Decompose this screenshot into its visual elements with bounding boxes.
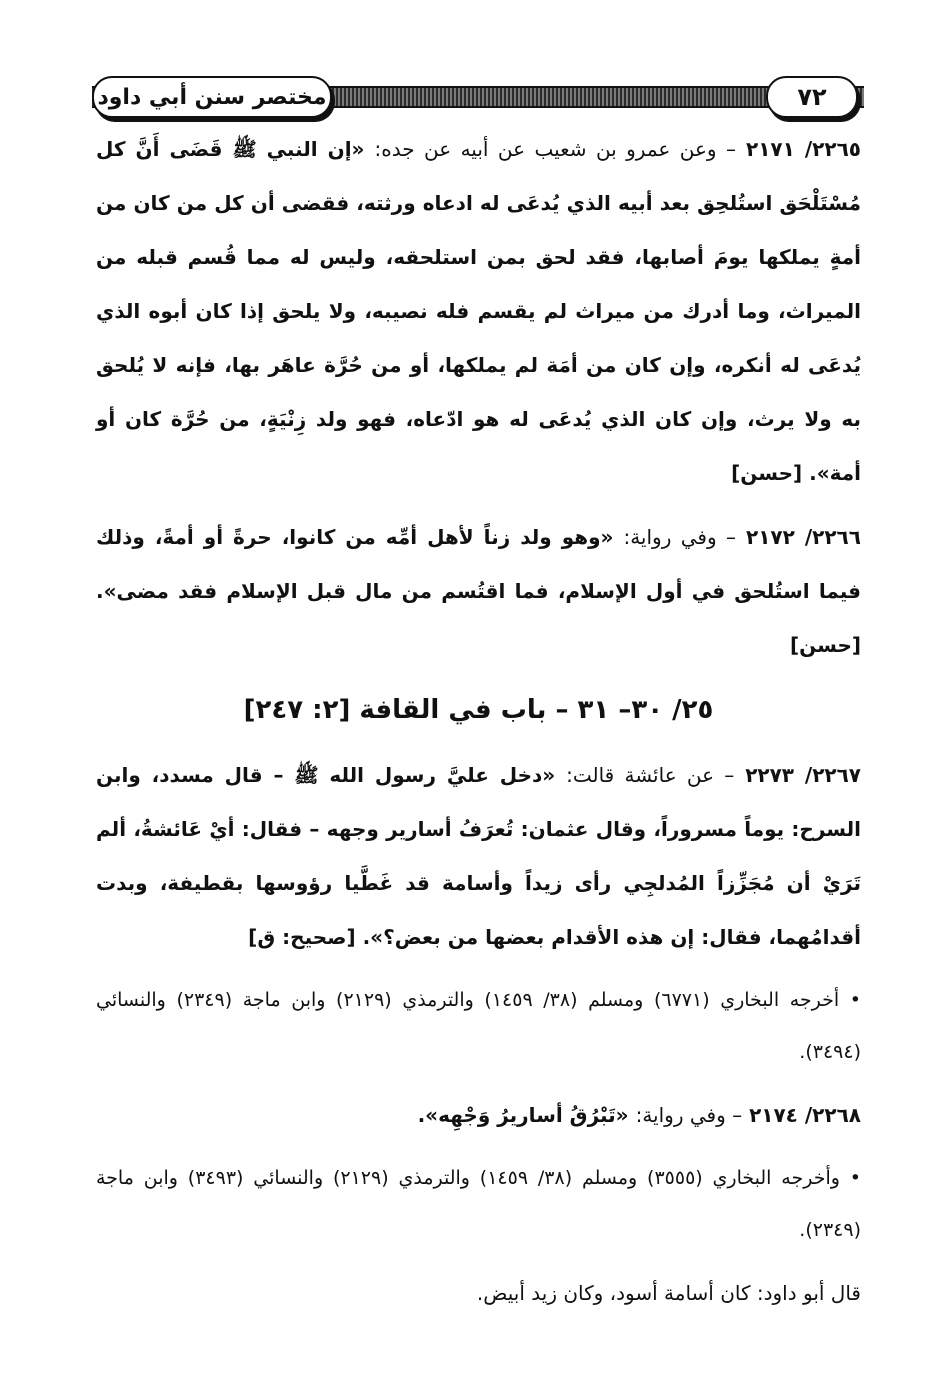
hadith-number: ٢٢٦٦/ ٢١٧٢ [746, 525, 861, 549]
hadith-text: «وهو ولد زناً لأهل أمِّه من كانوا، حرةً أو أمةً، وذلك فيما استُلحق في أول الإسلام، فما اقتُسم من مال قبل الإسلام فقد مضى». [حسن] [96, 525, 861, 657]
book-title: مختصر سنن أبي داود [92, 76, 332, 118]
page-number: ٧٢ [766, 76, 858, 118]
hadith-2266 [96, 510, 861, 672]
hadith-text: «دخل عليَّ رسول الله ﷺ – قال مسدد، وابن السرح: يوماً مسروراً، وقال عثمان: تُعرَفُ أسارير وجهه – فقال: أيْ عَائشةُ، ألم تَرَيْ أن مُجَزِّزاً المُدلجِي رأى زيداً وأسامة قد غَطَّيا رؤوسها بقطيفة، وبدت أقدامُهما، فقال: إن هذه الأقدام بعضها من بعض؟». [صحيح: ق] [96, 763, 861, 949]
hadith-number: ٢٢٦٨/ ٢١٧٤ [749, 1103, 861, 1127]
hadith-chain: – وفي رواية: [635, 1103, 743, 1127]
page-body [96, 122, 861, 1330]
abu-dawud-remark: قال أبو داود: كان أسامة أسود، وكان زيد أبيض. [476, 1281, 861, 1305]
hadith-chain: – وفي رواية: [623, 525, 737, 549]
hadith-number: ٢٢٦٧/ ٢٢٧٣ [745, 763, 862, 787]
hadith-text: «إن النبي ﷺ قَضَى أَنَّ كل مُسْتَلْحَق استُلحِق بعد أبيه الذي يُدعَى له ادعاه ورثته، فقضى أن كل من كان من أمةٍ يملكها يومَ أصابها، فقد لحق بمن استلحقه، وليس له مما قُسم قبله من الميراث، وما أدرك من ميراث لم يقسم فله نصيبه، ولا يلحق إذا كان أبوه الذي يُدعَى له أنكره، وإن كان من أمَة لم يملكها، أو من حُرَّة عاهَر بها، فإنه لا يُلحق به ولا يرث، وإن كان الذي يُدعَى له هو ادّعاه، فهو ولد زِنْيَةٍ، من حُرَّة كان أو أمة». [حسن] [96, 137, 861, 485]
hadith-text: «تَبْرُقُ أساريرُ وَجْهِه». [417, 1103, 629, 1127]
hadith-chain: – وعن عمرو بن شعيب عن أبيه عن جده: [374, 137, 736, 161]
hadith-chain: – عن عائشة قالت: [566, 763, 735, 787]
takhrij-note: • أخرجه البخاري (٦٧٧١) ومسلم (٣٨/ ١٤٥٩) والترمذي (٢١٢٩) وابن ماجة (٢٣٤٩) والنسائي (٣٤٩٤). [96, 989, 861, 1063]
chapter-heading: ٢٥/ ٣٠– ٣١ – باب في القافة [٢: ٢٤٧] [243, 695, 714, 725]
takhrij-note: • وأخرجه البخاري (٣٥٥٥) ومسلم (٣٨/ ١٤٥٩) والترمذي (٢١٢٩) والنسائي (٣٤٩٣) وابن ماجة (٢٣٤٩). [96, 1167, 861, 1241]
hadith-2268 [96, 1088, 861, 1142]
hadith-2265 [96, 122, 861, 500]
hadith-number: ٢٢٦٥/ ٢١٧١ [746, 137, 861, 161]
page-header [92, 72, 864, 122]
hadith-2267 [96, 748, 861, 964]
